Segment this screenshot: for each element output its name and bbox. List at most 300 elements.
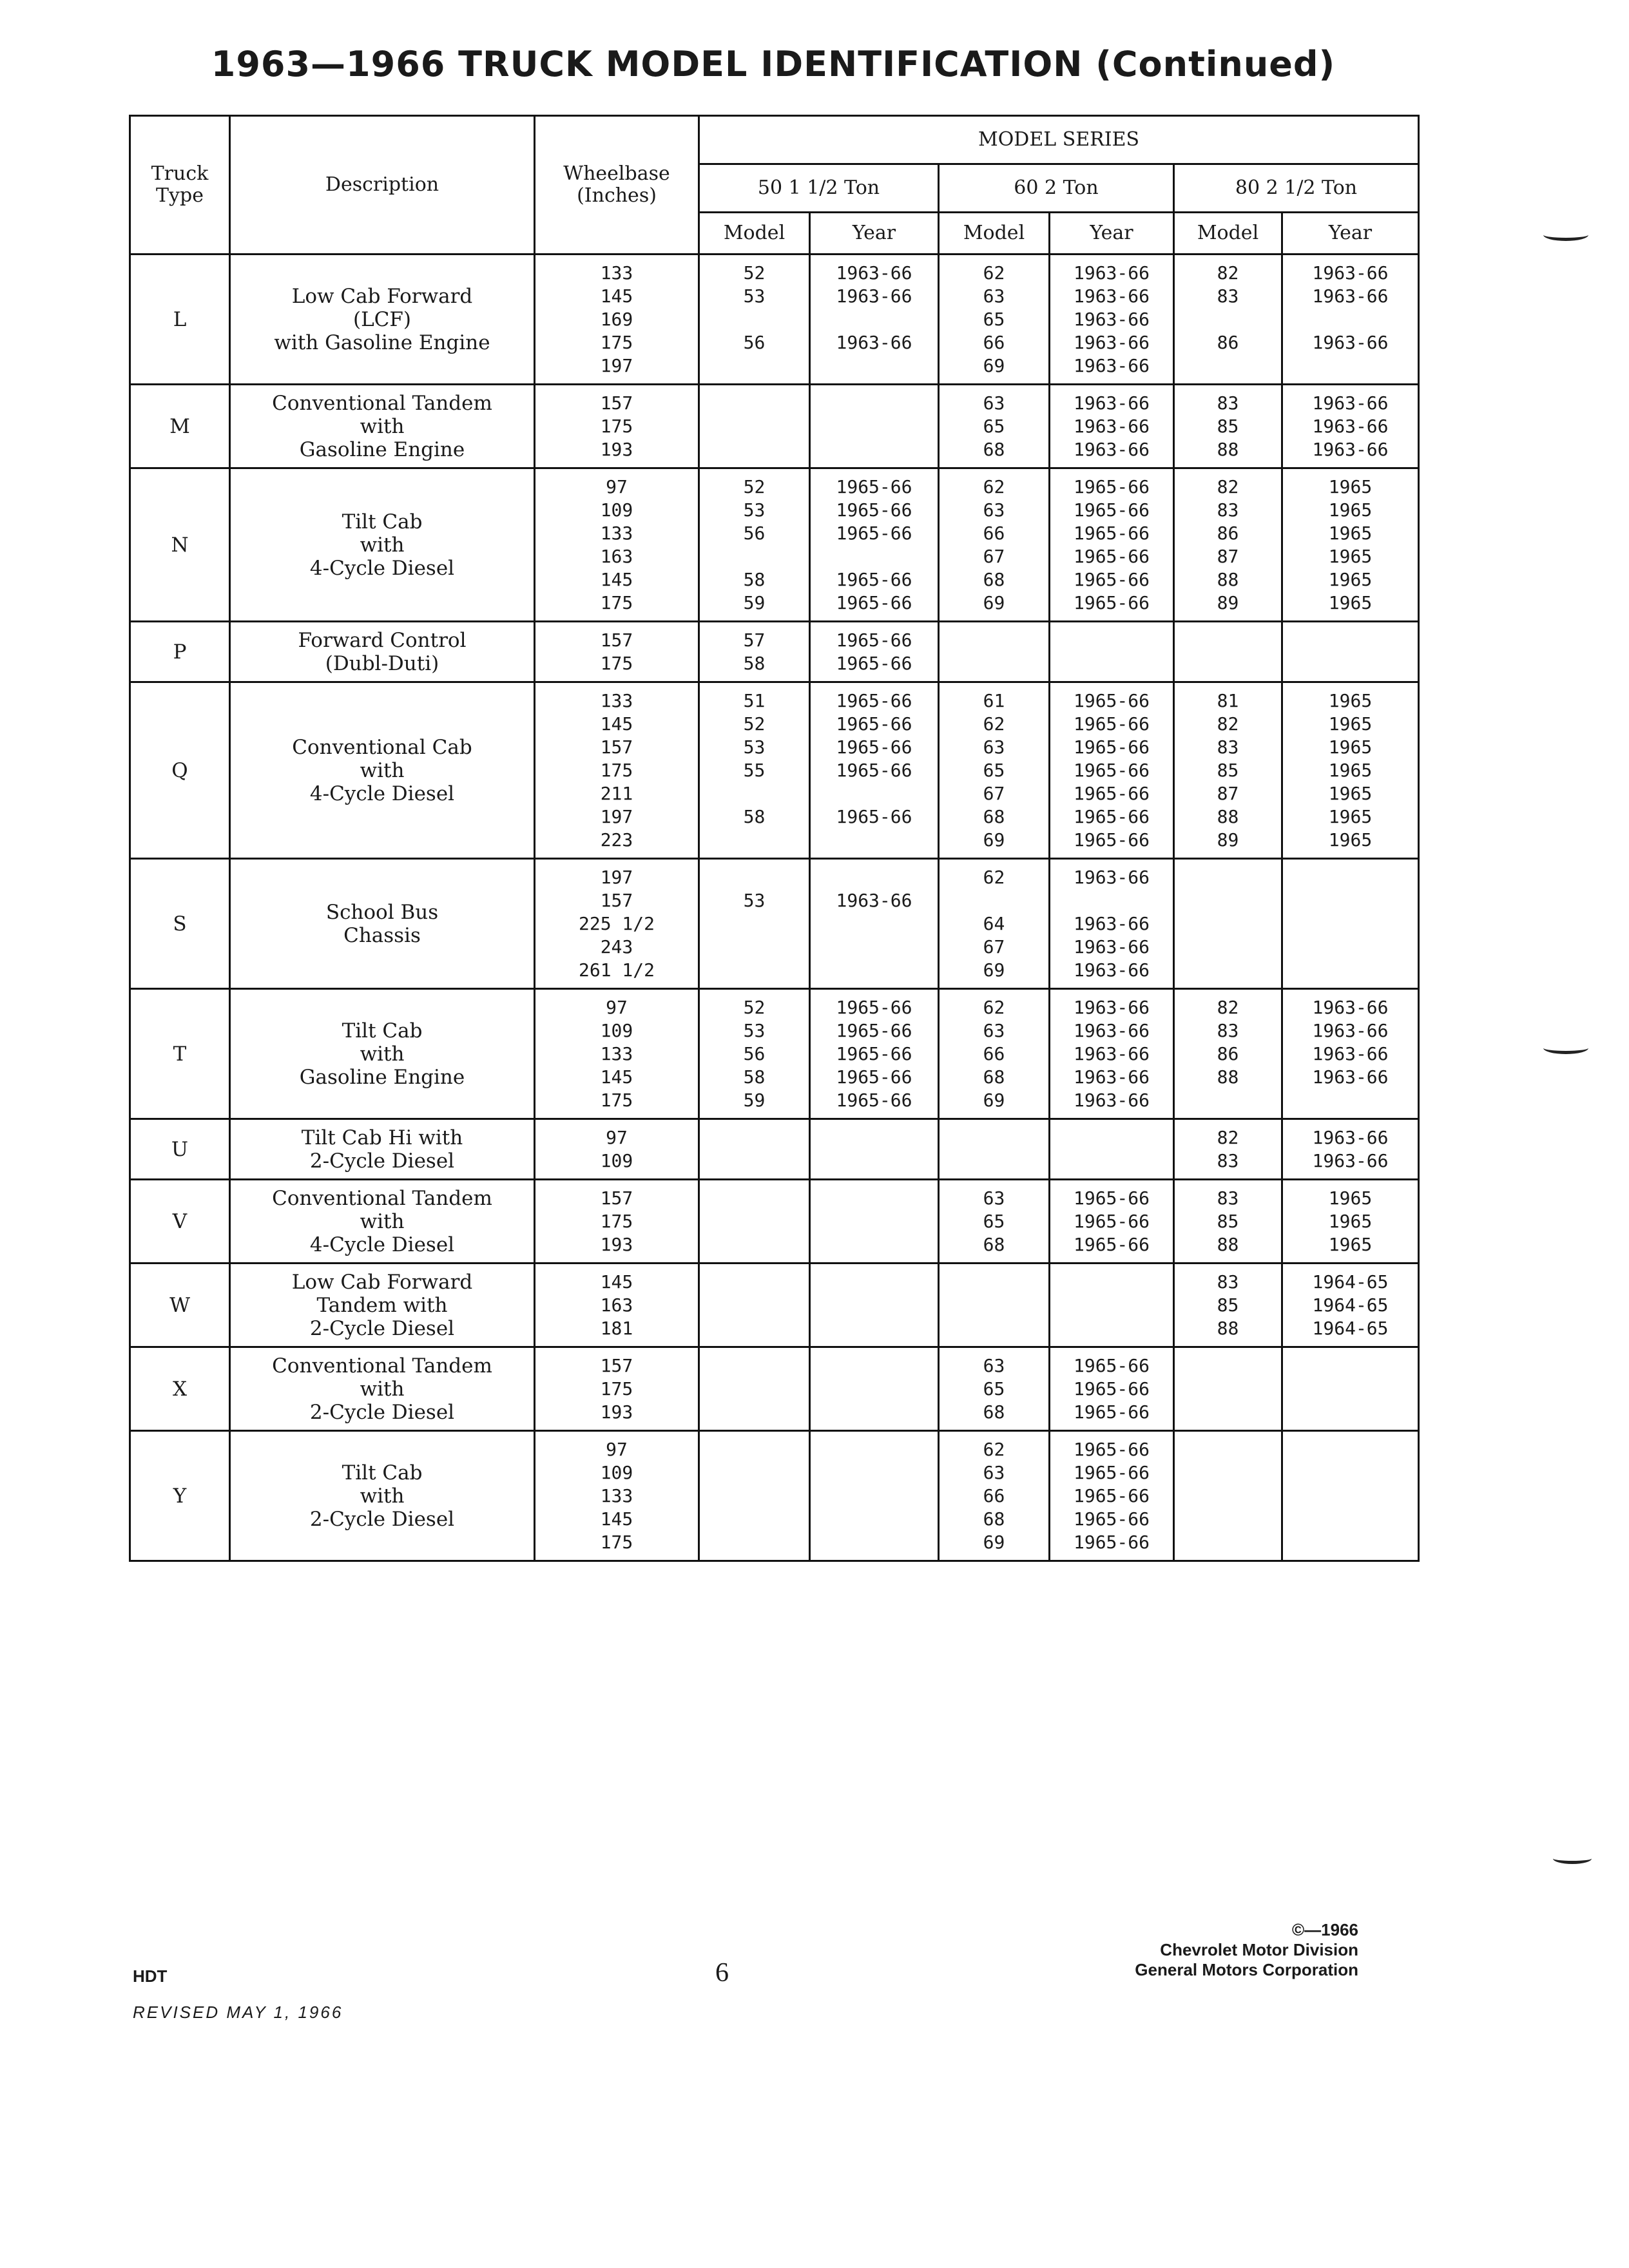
table-cell-value: 63 [983,1462,1005,1483]
table-cell-value: 52 [743,713,766,735]
table-cell-value [1283,1378,1418,1401]
description-line: with [360,1042,405,1066]
table-cell-value: 1965-66 [1073,1401,1150,1423]
table-cell-value: 63 [983,285,1005,307]
table-cell-value: 243 [600,936,633,957]
table-cell-value: 1965-66 [1073,569,1150,590]
table-cell-value [811,1485,938,1508]
table-cell-value [1283,1401,1418,1424]
table-cell-value: 1965-66 [1073,476,1150,497]
table-cell-value: 175 [600,416,633,437]
scan-mark [1553,1853,1592,1864]
table-cell-value: 88 [1217,1066,1239,1088]
table-cell-value: 1963-66 [1073,997,1150,1018]
table-cell-value: 1965-66 [836,713,912,735]
table-cell-value: 86 [1217,523,1239,544]
description-line: 4-Cycle Diesel [309,556,455,580]
wheelbase-column [535,859,699,989]
table-cell-value: 1963-66 [1312,262,1389,284]
table-cell-value: 62 [983,713,1005,735]
year-80-column [1282,1264,1419,1347]
table-cell-value [700,1378,809,1401]
description-line: with [360,533,405,557]
table-cell-value: 67 [983,546,1005,567]
table-cell-value: 1963-66 [1312,416,1389,437]
table-cell-value [811,438,938,461]
table-cell-value: 1965 [1328,592,1373,613]
table-cell-value [700,1531,809,1554]
description-line: Conventional Tandem [272,1186,492,1210]
table-cell-value: 63 [983,1020,1005,1041]
truck-type-cell: N [130,468,230,622]
table-cell-value: 85 [1217,1211,1239,1232]
table-cell-value [1175,1354,1281,1378]
table-cell-value [700,912,809,936]
table-cell-value: 133 [600,262,633,284]
table-cell-value: 86 [1217,332,1239,353]
table-cell-value [811,1187,938,1210]
description-line: Forward Control [298,628,467,652]
table-cell-value: 62 [983,262,1005,284]
table-cell-value: 1963-66 [1073,913,1150,934]
table-cell-value [1283,889,1418,912]
table-cell-value: 82 [1217,476,1239,497]
description-cell [230,859,535,989]
truck-type-cell: Y [130,1431,230,1561]
table-cell-value [811,1461,938,1485]
description-line: Conventional Cab [292,735,472,759]
table-cell-value: 1965-66 [836,653,912,674]
model-60-column [939,255,1050,385]
table-cell-value: 1965-66 [1073,499,1150,521]
description-line: Low Cab Forward [291,284,473,308]
table-cell-value [1283,308,1418,331]
table-cell-value: 175 [600,653,633,674]
table-cell-value: 58 [743,806,766,827]
description-line: Tilt Cab [342,1461,423,1485]
truck-type-cell: M [130,385,230,468]
table-cell-value: 1963-66 [836,890,912,911]
table-cell-value: 1965-66 [1073,1234,1150,1255]
table-cell-value: 81 [1217,690,1239,711]
table-cell-value: 53 [743,1020,766,1041]
model-80-column [1174,622,1282,682]
wheelbase-column [535,622,699,682]
header-series-50: 50 1 1/2 Ton [699,164,939,213]
table-cell-value [700,829,809,852]
table-cell-value [1050,652,1173,675]
table-cell-value: 53 [743,499,766,521]
table-cell-value [1175,1485,1281,1508]
truck-type-cell: V [130,1180,230,1264]
table-cell-value: 85 [1217,760,1239,781]
table-cell-value: 52 [743,262,766,284]
description-line: with [360,1484,405,1508]
table-cell-value: 89 [1217,829,1239,850]
table-cell-value: 62 [983,476,1005,497]
model-80-column [1174,1180,1282,1264]
table-cell-value: 175 [600,1211,633,1232]
table-cell-value: 1965-66 [1073,523,1150,544]
model-60-column [939,1264,1050,1347]
table-cell-value [700,1401,809,1424]
table-cell-value: 1965 [1328,713,1373,735]
table-cell-value: 68 [983,1066,1005,1088]
description-line: Gasoline Engine [299,1065,465,1089]
table-cell-value: 157 [600,736,633,758]
table-cell-value: 1963-66 [1073,1090,1150,1111]
table-cell-value: 181 [600,1318,633,1339]
table-cell-value: 56 [743,1043,766,1064]
table-cell-value [811,1294,938,1317]
table-cell-value: 55 [743,760,766,781]
year-50-column [810,385,939,468]
table-cell-value [1175,652,1281,675]
description-line: Conventional Tandem [272,1354,492,1378]
truck-type-cell: X [130,1347,230,1431]
table-cell-value: 82 [1217,1127,1239,1148]
table-cell-value [1175,354,1281,378]
table-cell-value: 58 [743,569,766,590]
table-cell-value: 68 [983,806,1005,827]
table-cell-value: 88 [1217,1318,1239,1339]
year-50-column [810,682,939,859]
table-cell-value: 211 [600,783,633,804]
table-cell-value: 63 [983,1187,1005,1209]
table-cell-value [700,354,809,378]
description-line: with Gasoline Engine [274,331,490,354]
truck-type-cell: L [130,255,230,385]
model-50-column [699,1180,810,1264]
table-cell-value: 1965-66 [836,1020,912,1041]
model-60-column [939,468,1050,622]
description-line: Tilt Cab [342,510,423,533]
table-cell-value [1050,1126,1173,1149]
table-cell-value: 197 [600,806,633,827]
table-cell-value: 175 [600,1532,633,1553]
model-60-column [939,1347,1050,1431]
table-cell-value: 1965 [1328,569,1373,590]
table-cell-value: 66 [983,523,1005,544]
table-cell-value: 64 [983,913,1005,934]
table-cell-value: 157 [600,392,633,414]
model-80-column [1174,989,1282,1119]
wheelbase-column [535,989,699,1119]
table-cell-value [700,392,809,415]
year-50-column [810,1180,939,1264]
scan-mark [1543,229,1588,241]
truck-type-row [130,1264,1419,1347]
copyright-corporation: General Motors Corporation [1135,1960,1358,1979]
table-cell-value: 145 [600,285,633,307]
table-cell-value: 83 [1217,1187,1239,1209]
table-cell-value: 1965 [1328,760,1373,781]
table-cell-value [700,866,809,889]
table-cell-value: 68 [983,439,1005,460]
table-cell-value: 163 [600,1294,633,1316]
truck-type-row [130,468,1419,622]
table-cell-value [1283,1508,1418,1531]
truck-type-row [130,255,1419,385]
table-cell-value: 1965 [1328,1234,1373,1255]
description-line: Conventional Tandem [272,391,492,415]
year-50-column [810,859,939,989]
description-line: Tilt Cab [342,1019,423,1043]
table-cell-value [700,1126,809,1149]
truck-model-table [129,115,1420,1562]
table-cell-value [700,1271,809,1294]
table-cell-value: 83 [1217,1271,1239,1293]
table-cell-value: 1964-65 [1312,1318,1389,1339]
table-cell-value [1175,1089,1281,1112]
table-cell-value [940,1294,1048,1317]
table-cell-value [811,1210,938,1233]
wheelbase-column [535,1431,699,1561]
table-cell-value: 1965-66 [836,690,912,711]
header-model-series: MODEL SERIES [699,116,1419,164]
header-year-50: Year [810,213,939,255]
table-cell-value: 145 [600,569,633,590]
table-cell-value [811,392,938,415]
table-cell-value [700,1461,809,1485]
table-cell-value: 1965 [1328,476,1373,497]
table-cell-value [700,1294,809,1317]
table-cell-value: 87 [1217,546,1239,567]
copyright-division: Chevrolet Motor Division [1160,1940,1358,1959]
table-cell-value: 145 [600,713,633,735]
table-cell-value: 62 [983,867,1005,888]
year-80-column [1282,989,1419,1119]
table-cell-value [1283,912,1418,936]
truck-type-cell: S [130,859,230,989]
table-cell-value: 1965 [1328,690,1373,711]
model-60-column [939,1180,1050,1264]
year-80-column [1282,255,1419,385]
year-80-column [1282,859,1419,989]
table-cell-value: 175 [600,592,633,613]
table-cell-value: 1963-66 [1312,1020,1389,1041]
table-cell-value: 133 [600,1043,633,1064]
table-cell-value [1050,889,1173,912]
table-cell-value: 133 [600,523,633,544]
wheelbase-column [535,385,699,468]
table-cell-value: 225 1/2 [578,913,655,934]
year-60-column [1050,1180,1174,1264]
page-title: 1963—1966 TRUCK MODEL IDENTIFICATION (Continued) [211,44,1336,84]
model-60-column [939,385,1050,468]
table-cell-value: 1965-66 [1073,592,1150,613]
table-cell-value: 83 [1217,499,1239,521]
table-cell-value: 83 [1217,736,1239,758]
year-80-column [1282,1180,1419,1264]
footer-code: HDT [133,1966,168,1986]
table-cell-value [1283,1354,1418,1378]
table-cell-value: 88 [1217,569,1239,590]
table-cell-value: 67 [983,936,1005,957]
description-cell [230,1347,535,1431]
description-cell [230,255,535,385]
table-cell-value: 1965-66 [836,806,912,827]
table-cell-value: 83 [1217,285,1239,307]
table-cell-value: 157 [600,629,633,651]
year-80-column [1282,1431,1419,1561]
table-cell-value [811,1126,938,1149]
table-cell-value: 1963-66 [1073,285,1150,307]
table-cell-value [811,959,938,982]
table-cell-value [940,1126,1048,1149]
truck-type-cell: T [130,989,230,1119]
year-50-column [810,989,939,1119]
description-cell [230,385,535,468]
table-cell-value: 1965-66 [836,1066,912,1088]
table-cell-value: 86 [1217,1043,1239,1064]
table-cell-value: 197 [600,355,633,376]
table-cell-value [700,1354,809,1378]
description-line: with [360,1377,405,1401]
table-cell-value [1175,1438,1281,1461]
table-cell-value: 1965 [1328,806,1373,827]
table-cell-value: 1965 [1328,546,1373,567]
year-50-column [810,1119,939,1180]
table-cell-value: 68 [983,569,1005,590]
table-cell-value: 109 [600,1462,633,1483]
table-cell-value [1283,1485,1418,1508]
wheelbase-column [535,1119,699,1180]
description-cell [230,468,535,622]
table-cell-value [700,1187,809,1210]
table-cell-value [700,438,809,461]
table-cell-value: 169 [600,309,633,330]
table-cell-value [700,1485,809,1508]
table-cell-value: 145 [600,1066,633,1088]
table-cell-value: 1963-66 [1073,959,1150,981]
wheelbase-column [535,682,699,859]
table-cell-value: 1965-66 [1073,1187,1150,1209]
table-cell-value: 1965-66 [836,1090,912,1111]
header-wheelbase: Wheelbase (Inches) [535,116,699,255]
table-cell-value: 82 [1217,713,1239,735]
table-cell-value: 63 [983,736,1005,758]
table-cell-value: 1965-66 [1073,1211,1150,1232]
table-cell-value [1175,866,1281,889]
table-cell-value: 85 [1217,1294,1239,1316]
table-cell-value: 1963-66 [1312,1127,1389,1148]
description-cell [230,1180,535,1264]
table-cell-value: 175 [600,1090,633,1111]
table-cell-value [700,545,809,568]
table-cell-value: 1965 [1328,1211,1373,1232]
scan-mark [1543,1042,1588,1054]
table-cell-value: 197 [600,867,633,888]
wheelbase-column [535,1347,699,1431]
model-50-column [699,989,810,1119]
table-cell-value: 1965-66 [1073,1378,1150,1399]
table-cell-value [1175,308,1281,331]
table-cell-value [1283,959,1418,982]
table-cell-value: 89 [1217,592,1239,613]
truck-type-row [130,385,1419,468]
table-cell-value [811,1354,938,1378]
table-cell-value [700,1317,809,1340]
description-line: 4-Cycle Diesel [309,782,455,805]
table-cell-value: 68 [983,1234,1005,1255]
table-cell-value: 97 [606,476,628,497]
table-cell-value: 1965-66 [1073,783,1150,804]
table-cell-value: 97 [606,1439,628,1460]
table-cell-value: 1963-66 [1312,997,1389,1018]
year-60-column [1050,1264,1174,1347]
model-50-column [699,1347,810,1431]
table-cell-value [1050,1149,1173,1173]
model-50-column [699,1431,810,1561]
year-80-column [1282,682,1419,859]
table-cell-value: 69 [983,959,1005,981]
table-cell-value [700,1508,809,1531]
table-cell-value [700,1438,809,1461]
header-model-60: Model [939,213,1050,255]
table-cell-value: 1963-66 [1312,392,1389,414]
table-cell-value: 69 [983,355,1005,376]
table-cell-value: 193 [600,1234,633,1255]
description-line: School Bus [325,900,439,924]
year-50-column [810,622,939,682]
year-60-column [1050,468,1174,622]
table-cell-value [1283,1089,1418,1112]
description-line: with [360,414,405,438]
table-cell-value: 157 [600,1187,633,1209]
truck-type-row [130,989,1419,1119]
header-truck-type: Truck Type [130,116,230,255]
header-series-60: 60 2 Ton [939,164,1174,213]
table-cell-value: 52 [743,997,766,1018]
description-line: with [360,1209,405,1233]
table-cell-value: 83 [1217,1150,1239,1171]
table-cell-value [700,959,809,982]
table-cell-value: 1965-66 [1073,690,1150,711]
table-cell-value: 83 [1217,392,1239,414]
table-cell-value: 1963-66 [1073,1066,1150,1088]
description-cell [230,1119,535,1180]
model-50-column [699,622,810,682]
table-cell-value: 1963-66 [1073,332,1150,353]
table-cell-value: 175 [600,1378,633,1399]
table-cell-value: 83 [1217,1020,1239,1041]
table-cell-value: 1963-66 [1073,392,1150,414]
table-cell-value [1175,912,1281,936]
table-cell-value [811,415,938,438]
table-cell-value: 1965-66 [1073,1485,1150,1506]
table-cell-value [700,782,809,805]
table-cell-value: 1963-66 [1312,1066,1389,1088]
table-cell-value: 175 [600,332,633,353]
model-60-column [939,1431,1050,1561]
description-cell [230,1264,535,1347]
table-cell-value: 1965-66 [1073,1439,1150,1460]
table-cell-value [811,866,938,889]
table-cell-value [1175,959,1281,982]
year-60-column [1050,859,1174,989]
header-year-80: Year [1282,213,1419,255]
table-cell-value: 63 [983,1355,1005,1376]
table-cell-value: 52 [743,476,766,497]
truck-type-row [130,1180,1419,1264]
truck-type-cell: Q [130,682,230,859]
table-cell-value: 1963-66 [1312,1043,1389,1064]
table-cell-value: 59 [743,592,766,613]
table-cell-value [811,912,938,936]
table-cell-value: 193 [600,1401,633,1423]
table-cell-value [1283,1438,1418,1461]
